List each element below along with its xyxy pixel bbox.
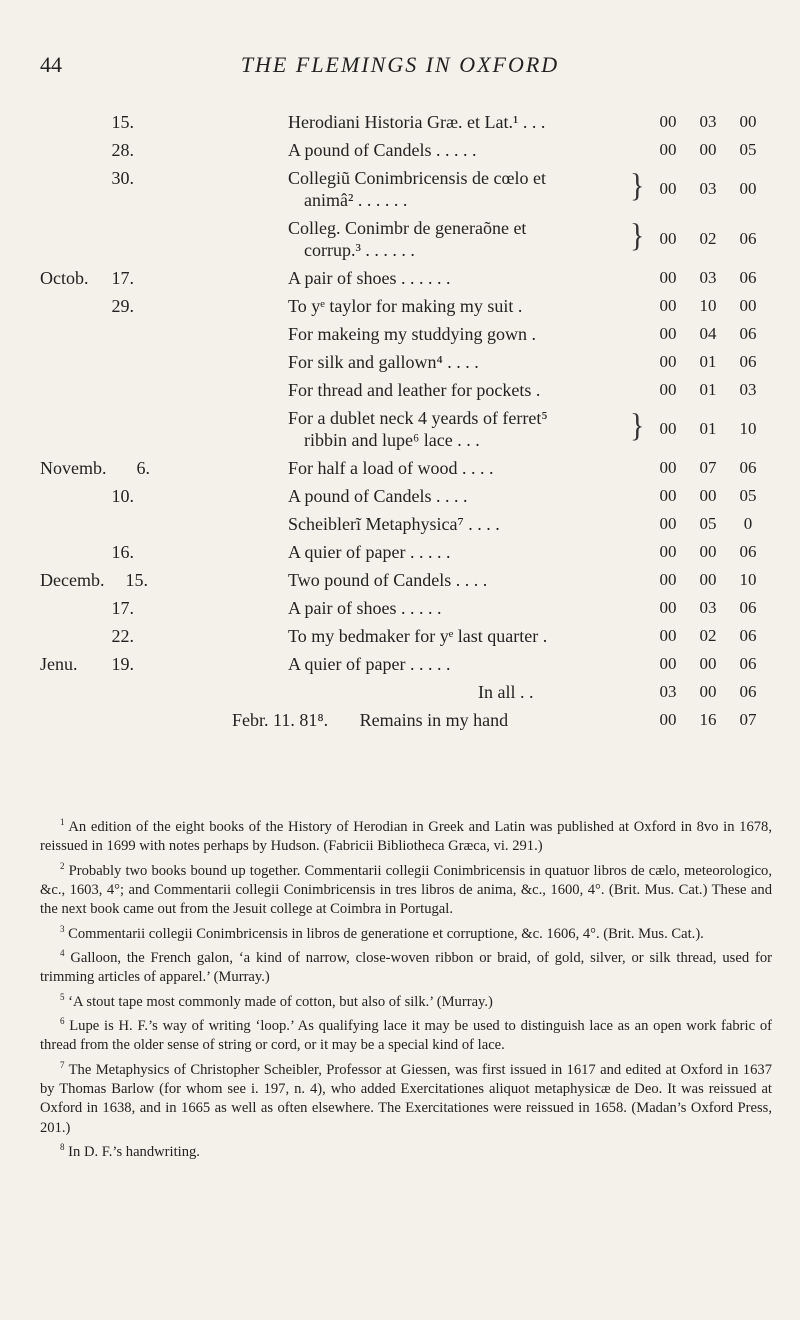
- ledger-row: [0, 622, 800, 650]
- ledger-row: [0, 320, 800, 348]
- amount-pounds: 00: [659, 542, 677, 561]
- amount-pounds: 00: [659, 324, 677, 343]
- ledger-item-text: Colleg. Conimbr de generaõne et: [288, 218, 527, 238]
- ledger-item-text: A pound of Candels . . . .: [288, 486, 468, 506]
- ledger-item-text: A pair of shoes . . . . .: [288, 598, 442, 618]
- footnote-number: 2: [60, 860, 65, 871]
- footnote: [40, 920, 772, 944]
- amount-shillings: 02: [699, 229, 717, 248]
- amount-pounds: 00: [659, 140, 677, 159]
- page-number: 44: [40, 52, 62, 77]
- ledger-row: [0, 454, 800, 482]
- footnote-number: 6: [60, 1015, 65, 1026]
- amount-pence: 06: [739, 324, 757, 343]
- ledger-item-text: For thread and leather for pockets .: [288, 380, 541, 400]
- footnote: [40, 857, 772, 920]
- amount-shillings: 01: [699, 352, 717, 371]
- ledger-amount: [648, 136, 774, 164]
- ledger-day: 22.: [111, 626, 134, 646]
- ledger-amount: [648, 650, 774, 678]
- amount-shillings: 03: [699, 179, 717, 198]
- ledger-month: Octob.: [40, 268, 89, 288]
- ledger-row: [0, 108, 800, 136]
- amount-shillings: 03: [699, 598, 717, 617]
- ledger-month: Novemb.: [40, 458, 107, 478]
- amount-shillings: 00: [699, 486, 717, 505]
- ledger-row: [0, 538, 800, 566]
- ledger-day: 29.: [111, 296, 134, 316]
- ledger-item-text: For half a load of wood . . . .: [288, 458, 494, 478]
- ledger-amount: [648, 175, 774, 203]
- amount-shillings: 00: [699, 542, 717, 561]
- amount-pounds: 00: [659, 112, 677, 131]
- brace-mark: }: [630, 167, 645, 204]
- ledger-amount: [648, 454, 774, 482]
- ledger-item-text: Collegiũ Conimbricensis de cœlo et: [288, 168, 546, 188]
- amount-pounds: 00: [659, 486, 677, 505]
- amount-shillings: 10: [699, 296, 717, 315]
- brace-mark: }: [630, 407, 645, 444]
- amount-pence: 06: [739, 682, 757, 701]
- ledger-item-text: Herodiani Historia Græ. et Lat.¹ . . .: [288, 112, 546, 132]
- amount-pounds: 00: [659, 380, 677, 399]
- ledger-row: [0, 594, 800, 622]
- footnote-number: 5: [60, 991, 65, 1002]
- amount-pounds: 00: [659, 626, 677, 645]
- ledger-item-text: A pair of shoes . . . . . .: [288, 268, 451, 288]
- ledger-amount: [648, 292, 774, 320]
- ledger-amount: [648, 706, 774, 734]
- ledger-item-text: For a dublet neck 4 yeards of ferret⁵: [288, 408, 548, 428]
- ledger-row: [0, 404, 800, 454]
- amount-shillings: 04: [699, 324, 717, 343]
- amount-pence: 06: [739, 626, 757, 645]
- ledger-item-text: A quier of paper . . . . .: [288, 654, 451, 674]
- ledger-day: 19.: [111, 654, 134, 674]
- ledger-row: [0, 678, 800, 706]
- ledger-row: [0, 650, 800, 678]
- running-title: THE FLEMINGS IN OXFORD: [240, 52, 560, 77]
- amount-shillings: 00: [699, 140, 717, 159]
- footnote: [40, 1056, 772, 1138]
- ledger-item-text: Scheiblerĩ Metaphysica⁷ . . . .: [288, 514, 500, 534]
- ledger-item-text: To my bedmaker for yᵉ last quarter .: [288, 626, 548, 646]
- amount-shillings: 00: [699, 570, 717, 589]
- ledger-month: Jenu.: [40, 654, 78, 674]
- ledger-day: 15.: [111, 112, 134, 132]
- ledger-amount: [648, 566, 774, 594]
- ledger-item-text: For silk and gallown⁴ . . . .: [288, 352, 479, 372]
- amount-shillings: 03: [699, 268, 717, 287]
- amount-pence: 10: [739, 570, 757, 589]
- ledger-amount: [648, 376, 774, 404]
- amount-pence: 06: [739, 542, 757, 561]
- ledger-item-text: Febr. 11. 81⁸. Remains in my hand: [232, 710, 509, 730]
- ledger-amount: [648, 264, 774, 292]
- footnotes: [40, 813, 772, 1162]
- footnote: [40, 1138, 772, 1162]
- amount-pence: 06: [739, 352, 757, 371]
- amount-shillings: 01: [699, 419, 717, 438]
- amount-pence: 0: [743, 514, 753, 533]
- amount-pounds: 00: [659, 654, 677, 673]
- amount-pence: 00: [739, 179, 757, 198]
- ledger-amount: [648, 622, 774, 650]
- footnote: [40, 1012, 772, 1056]
- ledger-item-text: corrup.³ . . . . . .: [304, 240, 415, 260]
- amount-pence: 05: [739, 486, 757, 505]
- footnote: [40, 944, 772, 988]
- ledger-item-text: For makeing my studdying gown .: [288, 324, 536, 344]
- amount-pence: 06: [739, 654, 757, 673]
- ledger-row: [0, 482, 800, 510]
- footnote-text: Commentarii collegii Conimbricensis in libros de generatione et corruptione, &c. 1606, 4°. (Brit. Mus. Cat.).: [64, 925, 704, 942]
- amount-pounds: 00: [659, 419, 677, 438]
- ledger-row: [0, 292, 800, 320]
- ledger-row: [0, 348, 800, 376]
- footnote: [40, 813, 772, 857]
- amount-shillings: 02: [699, 626, 717, 645]
- amount-pounds: 00: [659, 179, 677, 198]
- footnote-text: The Metaphysics of Christopher Scheibler, Professor at Giessen, was first issued in 1617 and edited at Oxford in 1637 by Thomas Barlow (for whom see i. 197, n. 4), who added Exercitationes aliquot metaphysicæ de Deo. It was reissued at Oxford in 1638, and in 1665 as well as often elsewhere. The Exercitationes were reissued in 1658. (Madan’s Oxford Press, 201.): [40, 1061, 772, 1136]
- amount-shillings: 07: [699, 458, 717, 477]
- ledger-amount: [648, 510, 774, 538]
- amount-pounds: 00: [659, 268, 677, 287]
- amount-pence: 05: [739, 140, 757, 159]
- amount-shillings: 05: [699, 514, 717, 533]
- ledger-item-text: A pound of Candels . . . . .: [288, 140, 477, 160]
- ledger-amount: [648, 348, 774, 376]
- footnote-text: In D. F.’s handwriting.: [64, 1143, 200, 1160]
- amount-pounds: 00: [659, 296, 677, 315]
- footnote-number: 8: [60, 1142, 65, 1153]
- amount-pence: 06: [739, 598, 757, 617]
- amount-pence: 06: [739, 268, 757, 287]
- amount-shillings: 01: [699, 380, 717, 399]
- ledger-day: 17.: [111, 268, 134, 288]
- footnote-number: 1: [60, 817, 65, 827]
- ledger-day: 30.: [111, 168, 134, 188]
- page-header: [0, 52, 800, 82]
- amount-pounds: 03: [659, 682, 677, 701]
- ledger-day: 10.: [111, 486, 134, 506]
- footnote-text: Lupe is H. F.’s way of writing ‘loop.’ As qualifying lace it may be used to distinguish lace as an open work fabric of thread from the older sense of string or cord, or it may be a special kind of lace.: [40, 1017, 772, 1054]
- amount-pence: 06: [739, 458, 757, 477]
- amount-pence: 07: [739, 710, 757, 729]
- amount-pounds: 00: [659, 570, 677, 589]
- ledger-month: Decemb.: [40, 570, 105, 590]
- amount-pounds: 00: [659, 352, 677, 371]
- footnote-text: ‘A stout tape most commonly made of cotton, but also of silk.’ (Murray.): [64, 993, 493, 1010]
- ledger-item-text: Two pound of Candels . . . .: [288, 570, 488, 590]
- amount-shillings: 00: [699, 682, 717, 701]
- ledger-row: [0, 136, 800, 164]
- ledger-row: [0, 706, 800, 734]
- footnote-text: Galloon, the French galon, ‘a kind of narrow, close-woven ribbon or braid, of gold, silver, or silk thread, used for trimming articles of apparel.’ (Murray.): [40, 949, 772, 986]
- amount-pounds: 00: [659, 710, 677, 729]
- ledger-item-text: In all . .: [478, 682, 534, 702]
- amount-pence: 00: [739, 112, 757, 131]
- ledger-item-text: animâ² . . . . . .: [304, 190, 408, 210]
- ledger-amount: [648, 415, 774, 443]
- ledger-amount: [648, 225, 774, 253]
- amount-pounds: 00: [659, 458, 677, 477]
- ledger-row: [0, 376, 800, 404]
- ledger-item-text: ribbin and lupe⁶ lace . . .: [304, 430, 480, 450]
- ledger-day: 15.: [125, 570, 148, 590]
- amount-pence: 00: [739, 296, 757, 315]
- ledger-amount: [648, 678, 774, 706]
- ledger-amount: [648, 320, 774, 348]
- footnote-text: Probably two books bound up together. Commentarii collegii Conimbricensis in quatuor libros de cælo, meteorologico, &c., 1603, 4°; and Commentarii collegii Conimbricensis in tres libros de anima, &c., 1600, 4°. (Brit. Mus. Cat.) These and the next book came out from the Jesuit college at Coimbra in Portugal.: [40, 862, 772, 918]
- amount-shillings: 03: [699, 112, 717, 131]
- amount-pounds: 00: [659, 598, 677, 617]
- account-ledger: [0, 108, 800, 734]
- footnote-number: 3: [60, 923, 65, 934]
- ledger-item-text: To yᵉ taylor for making my suit .: [288, 296, 523, 316]
- ledger-row: [0, 164, 800, 214]
- ledger-row: [0, 264, 800, 292]
- amount-shillings: 16: [699, 710, 717, 729]
- ledger-row: [0, 566, 800, 594]
- footnote-number: 4: [60, 948, 65, 959]
- ledger-item-text: A quier of paper . . . . .: [288, 542, 451, 562]
- amount-pence: 06: [739, 229, 757, 248]
- amount-pence: 03: [739, 380, 757, 399]
- ledger-amount: [648, 482, 774, 510]
- footnote-number: 7: [60, 1059, 65, 1070]
- amount-shillings: 00: [699, 654, 717, 673]
- ledger-day: 17.: [111, 598, 134, 618]
- amount-pounds: 00: [659, 514, 677, 533]
- brace-mark: }: [630, 217, 645, 254]
- ledger-amount: [648, 594, 774, 622]
- ledger-row: [0, 510, 800, 538]
- ledger-day: 28.: [111, 140, 134, 160]
- ledger-amount: [648, 108, 774, 136]
- ledger-row: [0, 214, 800, 264]
- footnote: [40, 988, 772, 1012]
- amount-pence: 10: [739, 419, 757, 438]
- ledger-amount: [648, 538, 774, 566]
- amount-pounds: 00: [659, 229, 677, 248]
- ledger-day: 6.: [136, 458, 150, 478]
- footnote-text: An edition of the eight books of the History of Herodian in Greek and Latin was published at Oxford in 8vo in 1678, reissued in 1699 with notes perhaps by Hudson. (Fabricii Bibliotheca Græca, vi. 291.): [40, 818, 772, 855]
- ledger-day: 16.: [111, 542, 134, 562]
